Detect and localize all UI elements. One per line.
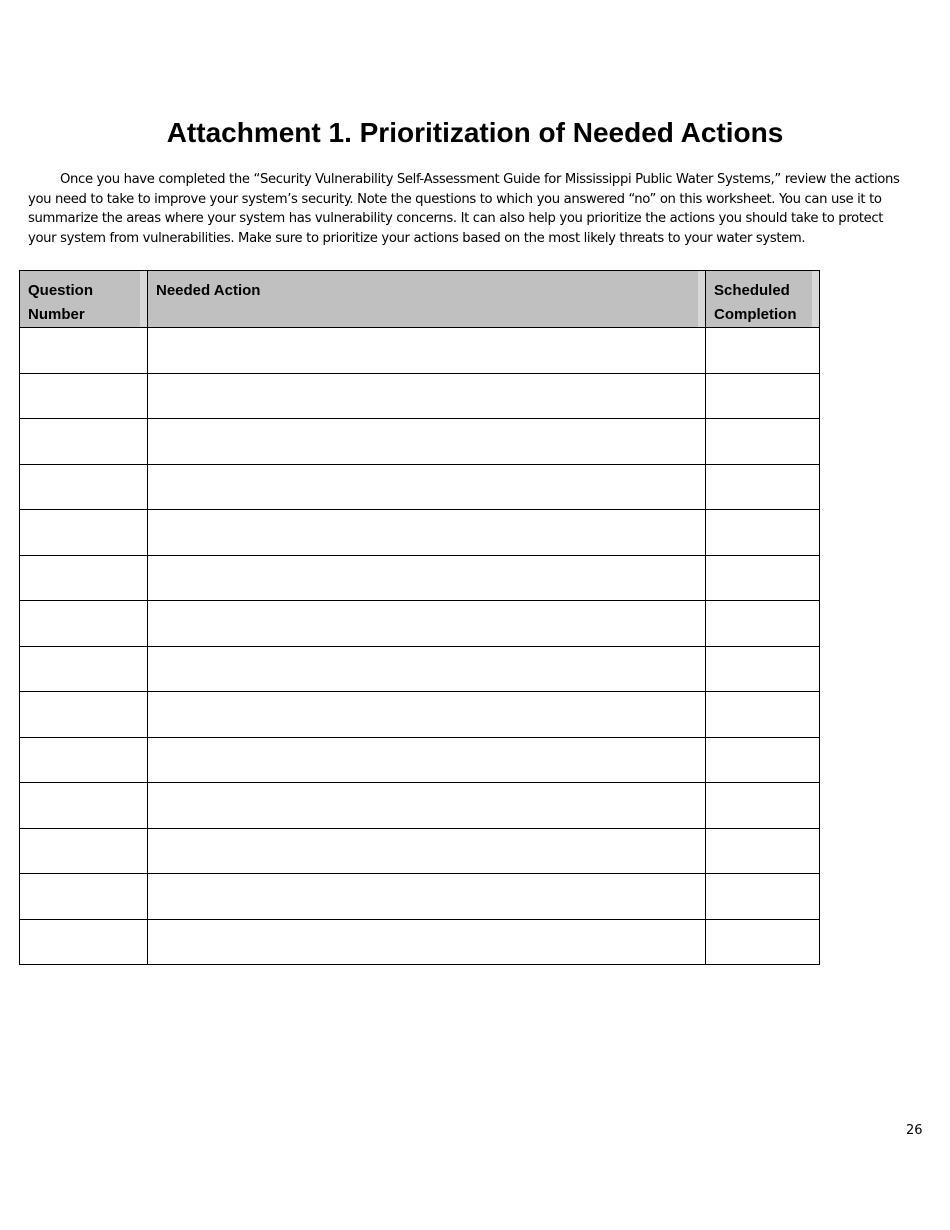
table-row: [20, 919, 820, 965]
question-header-line1: Question: [28, 282, 94, 299]
scheduled-completion-cell[interactable]: [706, 828, 820, 874]
scheduled-completion-cell[interactable]: [706, 601, 820, 647]
scheduled-completion-cell[interactable]: [706, 919, 820, 965]
completion-header-line2: Completion: [714, 306, 797, 323]
needed-action-cell[interactable]: [148, 601, 706, 647]
scheduled-completion-cell[interactable]: [706, 328, 820, 374]
needed-action-cell[interactable]: [148, 646, 706, 692]
scheduled-completion-cell[interactable]: [706, 419, 820, 465]
scheduled-completion-cell[interactable]: [706, 510, 820, 556]
needed-action-cell[interactable]: [148, 464, 706, 510]
scheduled-completion-cell[interactable]: [706, 555, 820, 601]
table-header-row: [20, 271, 820, 328]
scheduled-completion-cell[interactable]: [706, 373, 820, 419]
scheduled-completion-cell[interactable]: [706, 646, 820, 692]
table-row: [20, 783, 820, 829]
question-number-cell[interactable]: [20, 828, 148, 874]
table-row: [20, 328, 820, 374]
table-row: [20, 419, 820, 465]
table-row: [20, 464, 820, 510]
question-number-cell[interactable]: [20, 919, 148, 965]
question-number-cell[interactable]: [20, 646, 148, 692]
question-number-cell[interactable]: [20, 373, 148, 419]
needed-action-cell[interactable]: [148, 783, 706, 829]
table-body: [20, 328, 820, 965]
needed-action-cell[interactable]: [148, 874, 706, 920]
scheduled-completion-cell[interactable]: [706, 737, 820, 783]
question-number-cell[interactable]: [20, 464, 148, 510]
completion-header-line1: Scheduled: [714, 282, 790, 299]
question-number-header: [20, 271, 148, 328]
needed-action-cell[interactable]: [148, 737, 706, 783]
question-number-cell[interactable]: [20, 510, 148, 556]
table-row: [20, 373, 820, 419]
needed-action-cell[interactable]: [148, 919, 706, 965]
needed-action-cell[interactable]: [148, 555, 706, 601]
table-row: [20, 555, 820, 601]
question-number-cell[interactable]: [20, 419, 148, 465]
table-row: [20, 874, 820, 920]
table-row: [20, 692, 820, 738]
scheduled-completion-cell[interactable]: [706, 464, 820, 510]
table-row: [20, 737, 820, 783]
question-number-cell[interactable]: [20, 601, 148, 647]
table-row: [20, 601, 820, 647]
page-title: Attachment 1. Prioritization of Needed Actions: [166, 117, 784, 148]
question-number-cell[interactable]: [20, 737, 148, 783]
page-number: 26: [906, 1123, 923, 1138]
intro-paragraph: Once you have completed the “Security Vulnerability Self-Assessment Guide for Mississippi Public Water Systems,” review the actions you need to take to improve your system’s security. Note the questions to which you answered “no” on this worksheet. You can use it to summarize the areas where your system has vulnerability concerns. It can also help you prioritize the actions you should take to protect your system from vulnerabilities. Make sure to prioritize your actions based on the most likely threats to your water system.: [28, 172, 900, 246]
needed-actions-table: [19, 270, 820, 965]
needed-action-cell[interactable]: [148, 828, 706, 874]
needed-action-cell[interactable]: [148, 419, 706, 465]
needed-action-cell[interactable]: [148, 692, 706, 738]
scheduled-completion-header: [706, 271, 820, 328]
needed-action-cell[interactable]: [148, 373, 706, 419]
scheduled-completion-cell[interactable]: [706, 783, 820, 829]
table-row: [20, 828, 820, 874]
scheduled-completion-cell[interactable]: [706, 692, 820, 738]
needed-action-cell[interactable]: [148, 510, 706, 556]
question-number-cell[interactable]: [20, 692, 148, 738]
scheduled-completion-cell[interactable]: [706, 874, 820, 920]
needed-action-cell[interactable]: [148, 328, 706, 374]
needed-action-header: [148, 271, 706, 328]
action-header-label: Needed Action: [156, 282, 261, 299]
question-number-cell[interactable]: [20, 783, 148, 829]
table-row: [20, 510, 820, 556]
table-row: [20, 646, 820, 692]
question-header-line2: Number: [28, 306, 85, 323]
question-number-cell[interactable]: [20, 328, 148, 374]
question-number-cell[interactable]: [20, 874, 148, 920]
question-number-cell[interactable]: [20, 555, 148, 601]
